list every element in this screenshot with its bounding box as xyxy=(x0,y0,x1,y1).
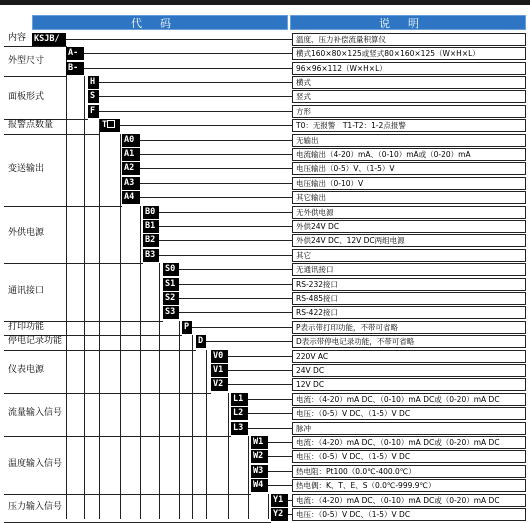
leader-line xyxy=(140,168,292,169)
group-rule xyxy=(4,206,122,207)
description-text: 温度、压力补偿流量积算仪 xyxy=(296,35,386,44)
description-text: 12V DC xyxy=(296,380,325,390)
description-text: 其它 xyxy=(296,250,311,260)
option-code-box: D xyxy=(196,335,206,348)
vertical-guide xyxy=(159,263,160,519)
leader-line xyxy=(228,384,292,385)
vertical-guide xyxy=(268,494,269,519)
top-rule xyxy=(0,0,530,5)
leader-line xyxy=(268,485,292,486)
description-text: RS-422接口 xyxy=(296,308,338,318)
description-text: 外供24V DC xyxy=(296,222,340,231)
code-column-header: 代码 xyxy=(32,15,288,30)
description-row xyxy=(292,422,526,435)
description-column-header: 说明 xyxy=(290,15,526,30)
option-code-box: B- xyxy=(66,62,84,75)
root-code-box: KSJB/ xyxy=(32,33,66,46)
vertical-guide xyxy=(99,119,100,519)
leader-line xyxy=(228,356,292,357)
leader-line xyxy=(206,341,292,342)
option-code-box: B2 xyxy=(143,234,159,247)
group-rule xyxy=(4,134,100,135)
group-label: 外型尺寸 xyxy=(8,55,45,66)
description-text: 电流：（4-20）mA DC、（0-10）mA DC或（0-20）mA DC xyxy=(296,394,500,404)
leader-line xyxy=(179,298,292,299)
option-code-box: S1 xyxy=(163,278,179,291)
group-rule xyxy=(4,393,211,394)
group-label: 外供电源 xyxy=(8,228,45,239)
vertical-guide xyxy=(84,76,85,519)
description-text: 电流：（4-20）mA DC、（0-10）mA DC或（0-20）mA DC xyxy=(296,495,500,505)
option-code-box: P xyxy=(182,321,192,334)
group-rule xyxy=(4,76,66,77)
description-row xyxy=(292,76,526,89)
leader-line xyxy=(248,413,292,414)
option-code-box: H xyxy=(88,76,99,89)
leader-line xyxy=(99,111,292,112)
description-row xyxy=(292,249,526,262)
description-text: P表示带打印功能，不带可省略 xyxy=(296,322,399,332)
leader-line xyxy=(228,370,292,371)
description-row xyxy=(292,90,526,103)
option-code-box: L2 xyxy=(231,407,248,420)
group-label: 报警点数量 xyxy=(8,120,54,131)
option-code-box: A4 xyxy=(122,191,140,204)
option-code-box: W2 xyxy=(251,450,268,463)
vertical-guide xyxy=(228,393,229,519)
root-label: 内容 xyxy=(8,33,27,43)
description-text: 220V AC xyxy=(296,351,329,361)
group-label: 温度输入信号 xyxy=(8,458,63,469)
option-code-box: Y2 xyxy=(271,508,288,521)
group-label: 打印功能 xyxy=(8,322,45,332)
option-code-box: W1 xyxy=(251,436,268,449)
option-code-box: S2 xyxy=(163,292,179,305)
description-text: 24V DC xyxy=(296,366,325,375)
vertical-guide xyxy=(120,134,121,519)
description-text: 横式160×80×125或竖式80×160×125（W×H×L） xyxy=(296,49,480,59)
leader-line xyxy=(120,125,292,126)
option-code-box: F xyxy=(88,105,99,118)
vertical-guide xyxy=(192,335,193,519)
leader-line xyxy=(159,212,292,213)
description-text: 外供24V DC、12V DC两组电源 xyxy=(296,236,405,246)
description-text: 其它输出 xyxy=(296,193,326,203)
leader-line xyxy=(192,327,292,328)
description-text: 热电阻：Pt100（0.0℃-400.0℃） xyxy=(296,466,416,476)
description-text: RS-485接口 xyxy=(296,294,338,303)
description-row xyxy=(292,378,526,391)
option-code-box: S0 xyxy=(163,263,179,276)
vertical-guide xyxy=(248,436,249,519)
option-placeholder-box xyxy=(107,120,115,128)
group-label: 压力输入信号 xyxy=(8,502,63,512)
option-code-box: W3 xyxy=(251,465,268,478)
option-code-box: B0 xyxy=(143,206,159,219)
description-text: 电压：（0-5）V DC、（1-5）V DC xyxy=(296,510,411,519)
description-text: 脉冲 xyxy=(296,423,311,433)
description-row xyxy=(292,134,526,147)
description-text: 电压：（0-5）V DC、（1-5）V DC xyxy=(296,452,411,462)
leader-line xyxy=(140,183,292,184)
leader-line xyxy=(66,39,292,40)
group-rule xyxy=(4,263,143,264)
option-code-box: V2 xyxy=(211,378,228,391)
leader-line xyxy=(179,269,292,270)
leader-line xyxy=(179,312,292,313)
option-code-box: A1 xyxy=(122,148,140,161)
option-code-box: A0 xyxy=(122,134,140,147)
group-label: 停电记录功能 xyxy=(8,336,63,347)
leader-line xyxy=(159,255,292,256)
leader-line xyxy=(268,456,292,457)
description-text: 竖式 xyxy=(296,92,311,102)
option-code-box: T xyxy=(100,119,120,132)
option-code-box: L3 xyxy=(231,422,248,435)
vertical-guide xyxy=(66,46,67,519)
description-text: 热电偶：K、T、E、S（0.0℃-999.9℃） xyxy=(296,481,436,491)
option-code-box: A- xyxy=(66,47,84,60)
description-text: 方形 xyxy=(296,106,311,116)
leader-line xyxy=(140,140,292,141)
option-code-box: S xyxy=(88,90,99,103)
option-code-box: A3 xyxy=(122,177,140,190)
description-row xyxy=(292,191,526,204)
group-rule xyxy=(4,494,251,495)
option-code-box: W4 xyxy=(251,479,268,492)
group-label: 流量输入信号 xyxy=(8,408,63,419)
description-text: D表示带停电记录功能，不带可省略 xyxy=(296,337,415,347)
leader-line xyxy=(268,442,292,443)
group-label: 面板形式 xyxy=(8,91,45,102)
leader-line xyxy=(248,428,292,429)
leader-line xyxy=(99,82,292,83)
description-row xyxy=(292,105,526,118)
leader-line xyxy=(159,226,292,227)
option-code-box: V1 xyxy=(211,364,228,377)
option-code-box: L1 xyxy=(231,393,248,406)
description-text: 电压：（0-5）V DC、（1-5）V DC xyxy=(296,409,411,419)
description-text: 无输出 xyxy=(296,135,319,145)
group-label: 仪表电源 xyxy=(8,365,45,376)
leader-line xyxy=(140,197,292,198)
leader-line xyxy=(99,96,292,97)
description-text: RS-232接口 xyxy=(296,279,338,289)
group-rule xyxy=(4,350,196,351)
option-code-box: Y1 xyxy=(271,494,288,507)
description-text: 无外供电源 xyxy=(296,207,334,217)
group-label: 通讯接口 xyxy=(8,286,45,296)
leader-line xyxy=(84,53,292,54)
description-text: T0：无报警 T1-T2：1-2点报警 xyxy=(296,121,406,131)
description-text: 电流输出（4-20）mA、（0-10）mA或（0-20）mA xyxy=(296,150,471,159)
option-code-box: S3 xyxy=(163,306,179,319)
option-code-box: A2 xyxy=(122,162,140,175)
leader-line xyxy=(84,68,292,69)
option-code-box: B1 xyxy=(143,220,159,233)
description-row xyxy=(292,364,526,377)
description-text: 电流：（4-20）mA DC、（0-10）mA DC或（0-20）mA DC xyxy=(296,438,500,447)
description-text: 电压输出（0-5）V、（1-5）V xyxy=(296,164,395,174)
leader-line xyxy=(268,471,292,472)
leader-line xyxy=(159,240,292,241)
vertical-guide xyxy=(140,206,141,519)
group-rule xyxy=(4,436,231,437)
option-code-box: V0 xyxy=(211,350,228,363)
description-text: 96×96×112（W×H×L） xyxy=(296,63,387,73)
description-text: 横式 xyxy=(296,78,311,87)
option-code-box: B3 xyxy=(143,249,159,262)
root-row-rule xyxy=(4,46,66,47)
leader-line xyxy=(248,399,292,400)
description-text: 电压输出（0-10）V xyxy=(296,178,364,188)
leader-line xyxy=(140,154,292,155)
group-label: 变送输出 xyxy=(8,163,45,174)
leader-line xyxy=(179,284,292,285)
description-text: 无通讯接口 xyxy=(296,265,334,275)
